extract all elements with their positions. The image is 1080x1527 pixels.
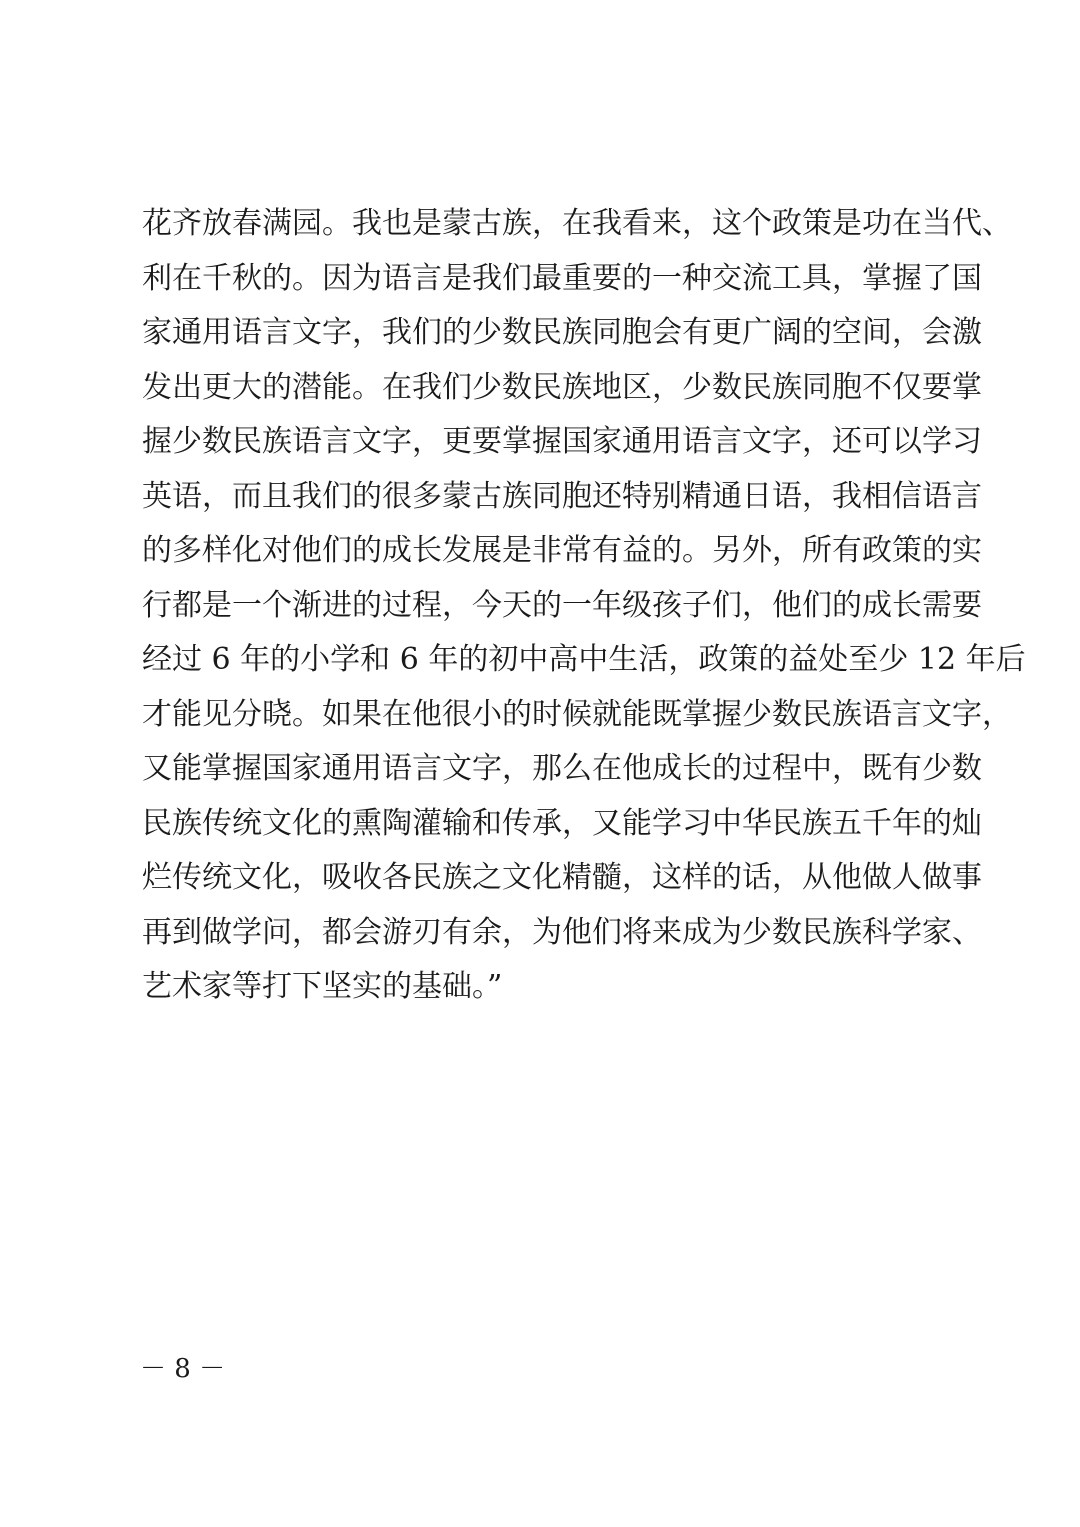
text-line: 行都是一个渐进的过程，今天的一年级孩子们，他们的成长需要 xyxy=(142,587,982,623)
text-line: 民族传统文化的熏陶灌输和传承，又能学习中华民族五千年的灿 xyxy=(142,805,982,841)
text-line: 又能掌握国家通用语言文字，那么在他成长的过程中，既有少数 xyxy=(142,751,982,786)
text-line-last: 艺术家等打下坚实的基础。” xyxy=(142,969,503,1004)
body-text xyxy=(142,197,1026,1015)
text-line: 花齐放春满园。我也是蒙古族，在我看来，这个政策是功在当代、 xyxy=(142,206,1012,241)
text-line: 握少数民族语言文字，更要掌握国家通用语言文字，还可以学习 xyxy=(142,424,982,459)
text-line: 烂传统文化，吸收各民族之文化精髓，这样的话，从他做人做事 xyxy=(142,860,982,895)
text-line: 的多样化对他们的成长发展是非常有益的。另外，所有政策的实 xyxy=(142,533,982,568)
page-number: － 8 － xyxy=(140,1354,226,1384)
text-line: 利在千秋的。因为语言是我们最重要的一种交流工具，掌握了国 xyxy=(142,260,982,296)
text-line: 发出更大的潜能。在我们少数民族地区，少数民族同胞不仅要掌 xyxy=(142,369,982,405)
text-line: 家通用语言文字，我们的少数民族同胞会有更广阔的空间，会激 xyxy=(142,315,982,350)
text-line: 才能见分晓。如果在他很小的时候就能既掌握少数民族语言文字， xyxy=(142,696,1012,732)
text-line: 经过 6 年的小学和 6 年的初中高中生活，政策的益处至少 12 年后 xyxy=(142,642,1026,677)
text-line: 再到做学问，都会游刃有余，为他们将来成为少数民族科学家、 xyxy=(142,914,982,950)
text-line: 英语，而且我们的很多蒙古族同胞还特别精通日语，我相信语言 xyxy=(142,478,982,514)
